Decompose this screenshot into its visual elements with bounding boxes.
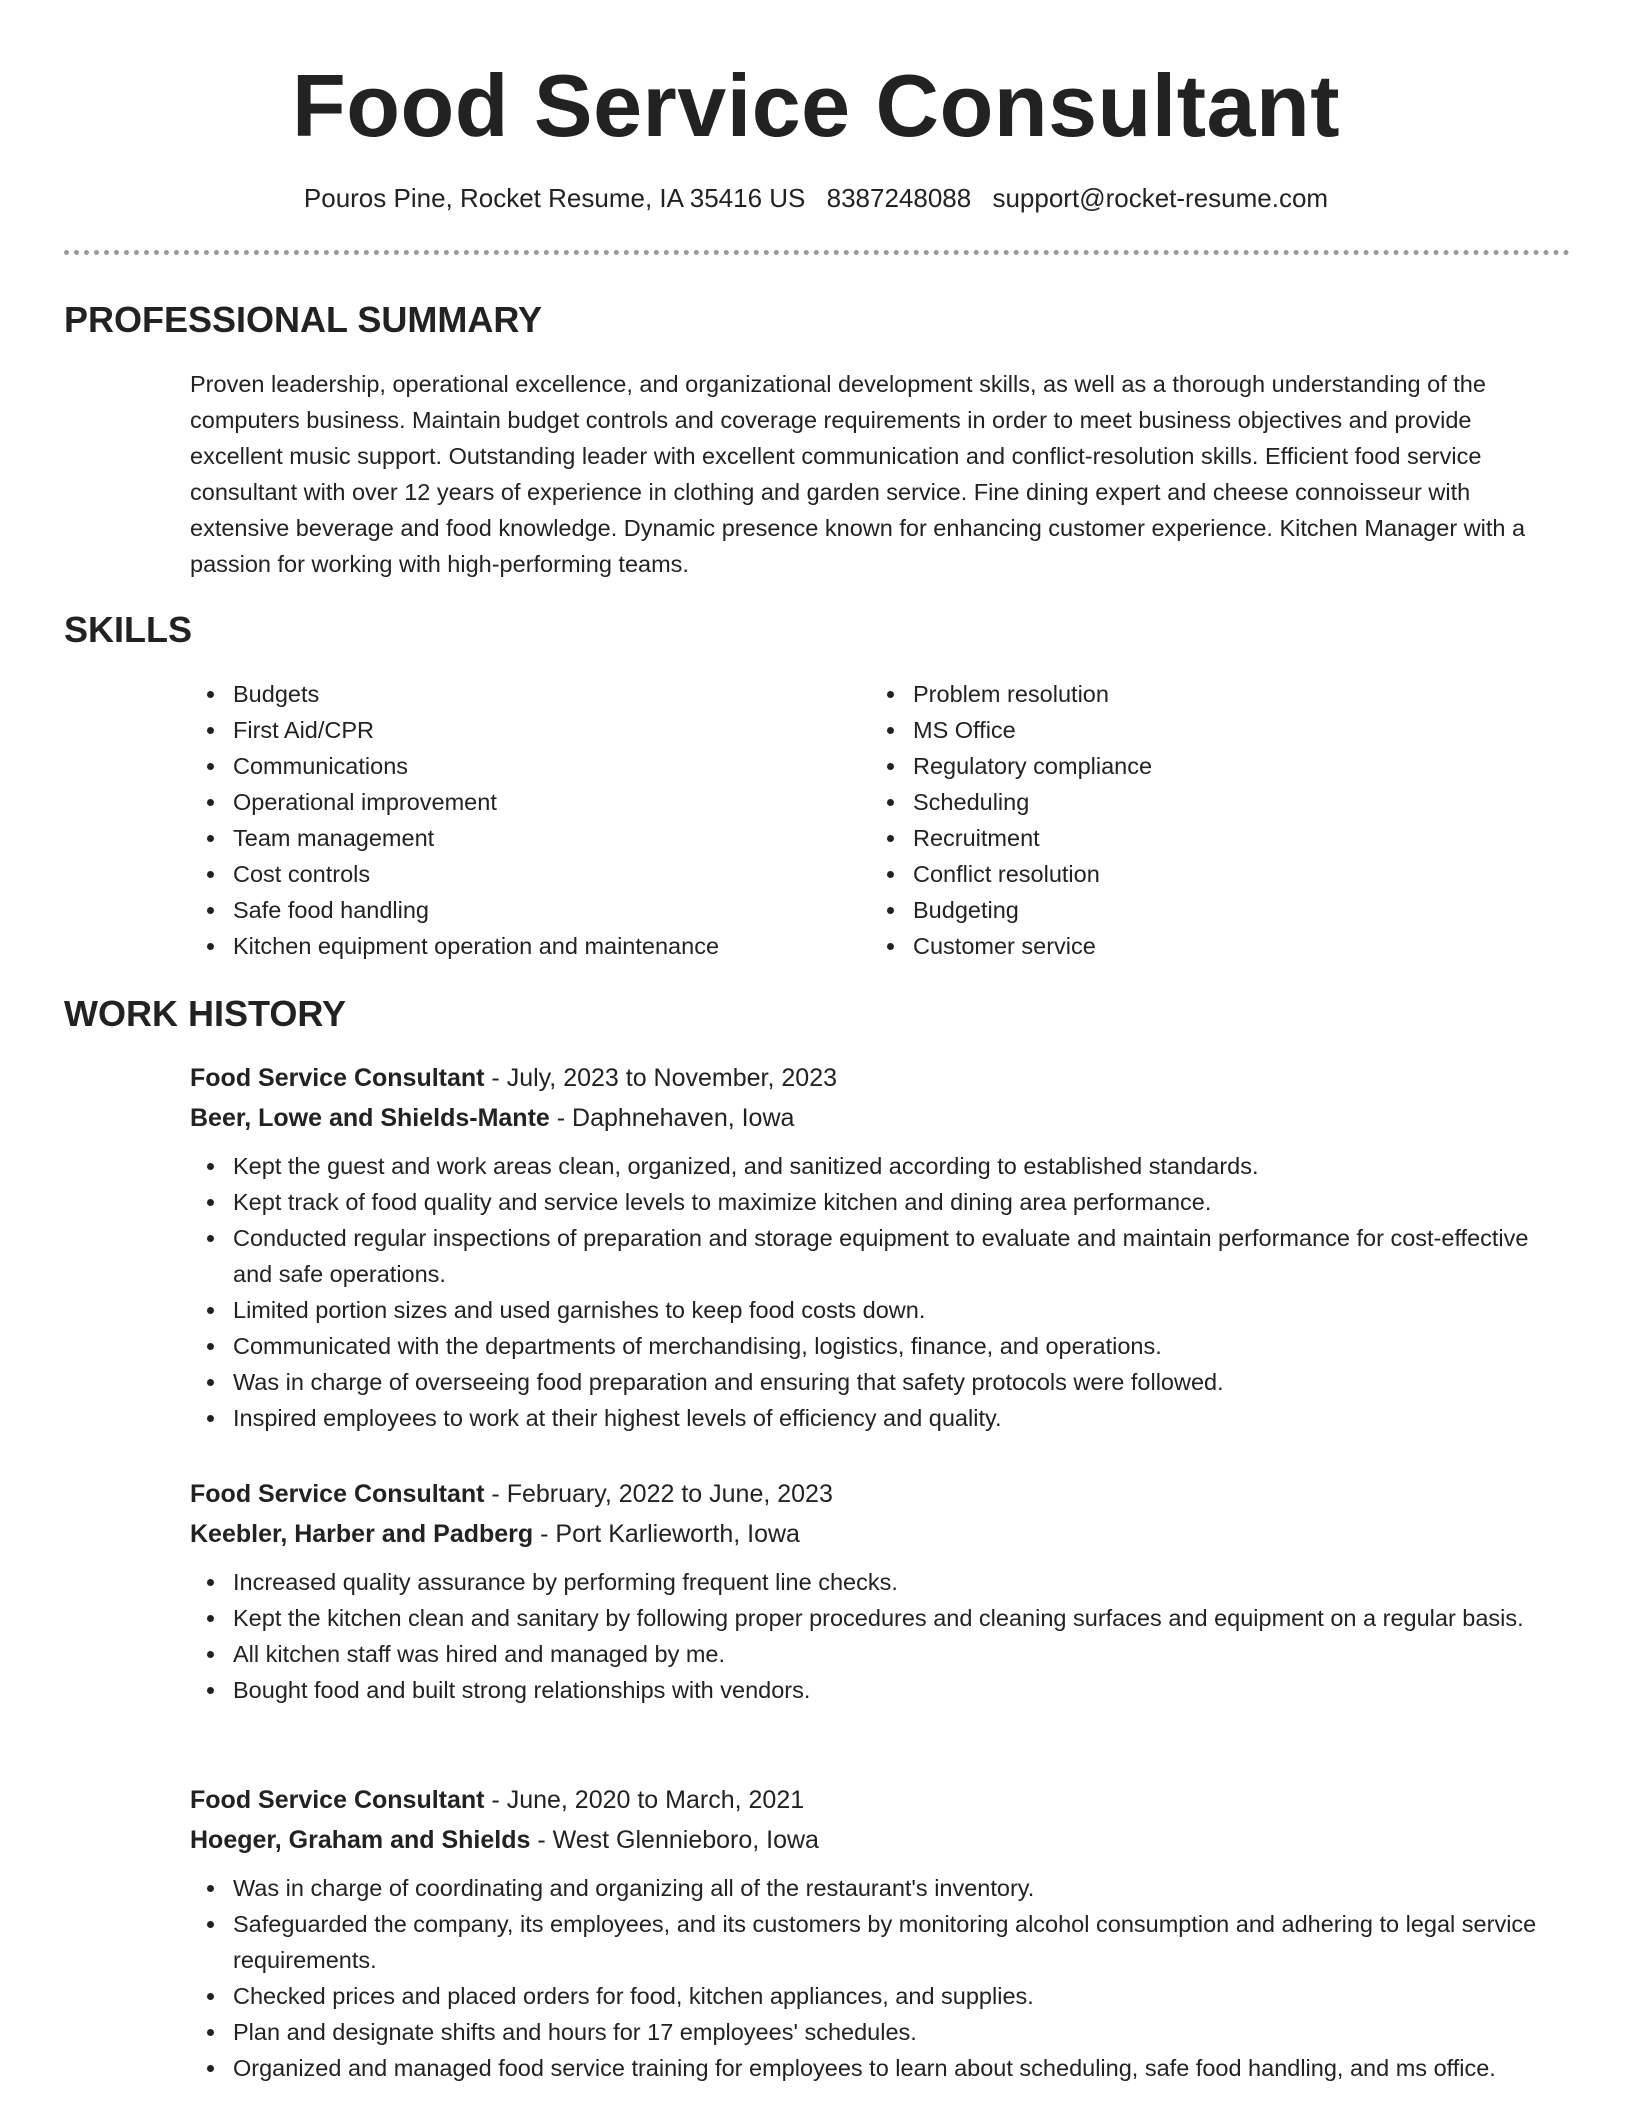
job-company: Hoeger, Graham and Shields (190, 1826, 531, 1854)
job-dates: - February, 2022 to June, 2023 (484, 1480, 833, 1508)
skill-item: MS Office (870, 712, 1530, 748)
skill-item: Regulatory compliance (870, 748, 1530, 784)
job-company: Beer, Lowe and Shields-Mante (190, 1104, 550, 1132)
skill-item: Scheduling (870, 784, 1530, 820)
job-bullet: Plan and designate shifts and hours for 17 employees' schedules. (190, 2014, 1580, 2050)
summary-heading: PROFESSIONAL SUMMARY (64, 299, 543, 340)
job-bullets (190, 1148, 1580, 1436)
skill-item: Operational improvement (190, 784, 850, 820)
job-company-line (190, 1098, 1580, 1138)
skill-item: Recruitment (870, 820, 1530, 856)
job-title-line (190, 1058, 1580, 1098)
summary-text: Proven leadership, operational excellence, and organizational development skills, as well as a thorough understanding of the computers business. Maintain budget controls and coverage requirements in order to meet business objectives and provide excellent music support. Outstanding leader with excellent communication and conflict-resolution skills. Efficient food service consultant with over 12 years of experience in clothing and garden service. Fine dining expert and cheese connoisseur with extensive beverage and food knowledge. Dynamic presence known for enhancing customer experience. Kitchen Manager with a passion for working with high-performing teams. (190, 371, 1526, 577)
job-bullet: Kept the kitchen clean and sanitary by following proper procedures and cleaning surfaces and equipment on a regular basis. (190, 1600, 1580, 1636)
job-bullet: Increased quality assurance by performing frequent line checks. (190, 1564, 1580, 1600)
job-entry (190, 1474, 1580, 1708)
job-bullet: Conducted regular inspections of preparation and storage equipment to evaluate and maintain performance for cost-effective and safe operations. (190, 1220, 1580, 1292)
skill-item: Conflict resolution (870, 856, 1530, 892)
job-bullet: Organized and managed food service training for employees to learn about scheduling, safe food handling, and ms office. (190, 2050, 1580, 2086)
job-company: Keebler, Harber and Padberg (190, 1520, 534, 1548)
skill-item: First Aid/CPR (190, 712, 850, 748)
job-dates: - July, 2023 to November, 2023 (484, 1064, 837, 1092)
job-company-line (190, 1514, 1580, 1554)
contact-address: Pouros Pine, Rocket Resume, IA 35416 US (303, 183, 806, 213)
job-location: - Daphnehaven, Iowa (549, 1104, 795, 1132)
job-bullet: All kitchen staff was hired and managed by me. (190, 1636, 1580, 1672)
skill-item: Problem resolution (870, 676, 1530, 712)
job-bullet: Bought food and built strong relationships with vendors. (190, 1672, 1580, 1708)
skills-list-right (870, 676, 1530, 964)
skill-item: Customer service (870, 928, 1530, 964)
contact-line (0, 180, 1632, 216)
job-location: - West Glennieboro, Iowa (530, 1826, 819, 1854)
skill-item: Team management (190, 820, 850, 856)
job-company-line (190, 1820, 1580, 1860)
work-history-heading: WORK HISTORY (64, 993, 347, 1034)
skills-heading: SKILLS (64, 609, 193, 650)
job-title-line (190, 1474, 1580, 1514)
job-location: - Port Karlieworth, Iowa (533, 1520, 800, 1548)
skill-item: Cost controls (190, 856, 850, 892)
job-bullet: Inspired employees to work at their highest levels of efficiency and quality. (190, 1400, 1580, 1436)
skill-item: Communications (190, 748, 850, 784)
skills-list-left (190, 676, 850, 964)
skill-item: Budgeting (870, 892, 1530, 928)
job-bullets (190, 1564, 1580, 1708)
job-entry (190, 1058, 1580, 1436)
skill-item: Kitchen equipment operation and maintenance (190, 928, 850, 964)
candidate-name: Food Service Consultant (291, 56, 1341, 155)
job-bullet: Was in charge of overseeing food preparation and ensuring that safety protocols were followed. (190, 1364, 1580, 1400)
job-bullet: Checked prices and placed orders for food, kitchen appliances, and supplies. (190, 1978, 1580, 2014)
job-entry (190, 1780, 1580, 2086)
job-role: Food Service Consultant (190, 1786, 485, 1814)
job-bullet: Was in charge of coordinating and organizing all of the restaurant's inventory. (190, 1870, 1580, 1906)
job-title-line (190, 1780, 1580, 1820)
job-bullet: Limited portion sizes and used garnishes to keep food costs down. (190, 1292, 1580, 1328)
header-divider (64, 250, 1570, 255)
contact-phone: 8387248088 (826, 183, 972, 213)
job-role: Food Service Consultant (190, 1480, 485, 1508)
job-bullets (190, 1870, 1580, 2086)
job-bullet: Kept the guest and work areas clean, organized, and sanitized according to established standards. (190, 1148, 1580, 1184)
skill-item: Safe food handling (190, 892, 850, 928)
job-role: Food Service Consultant (190, 1064, 485, 1092)
job-dates: - June, 2020 to March, 2021 (484, 1786, 805, 1814)
job-bullet: Kept track of food quality and service levels to maximize kitchen and dining area performance. (190, 1184, 1580, 1220)
skill-item: Budgets (190, 676, 850, 712)
job-bullet: Communicated with the departments of merchandising, logistics, finance, and operations. (190, 1328, 1580, 1364)
contact-email: support@rocket-resume.com (992, 183, 1329, 213)
job-bullet: Safeguarded the company, its employees, and its customers by monitoring alcohol consumption and adhering to legal service requirements. (190, 1906, 1580, 1978)
